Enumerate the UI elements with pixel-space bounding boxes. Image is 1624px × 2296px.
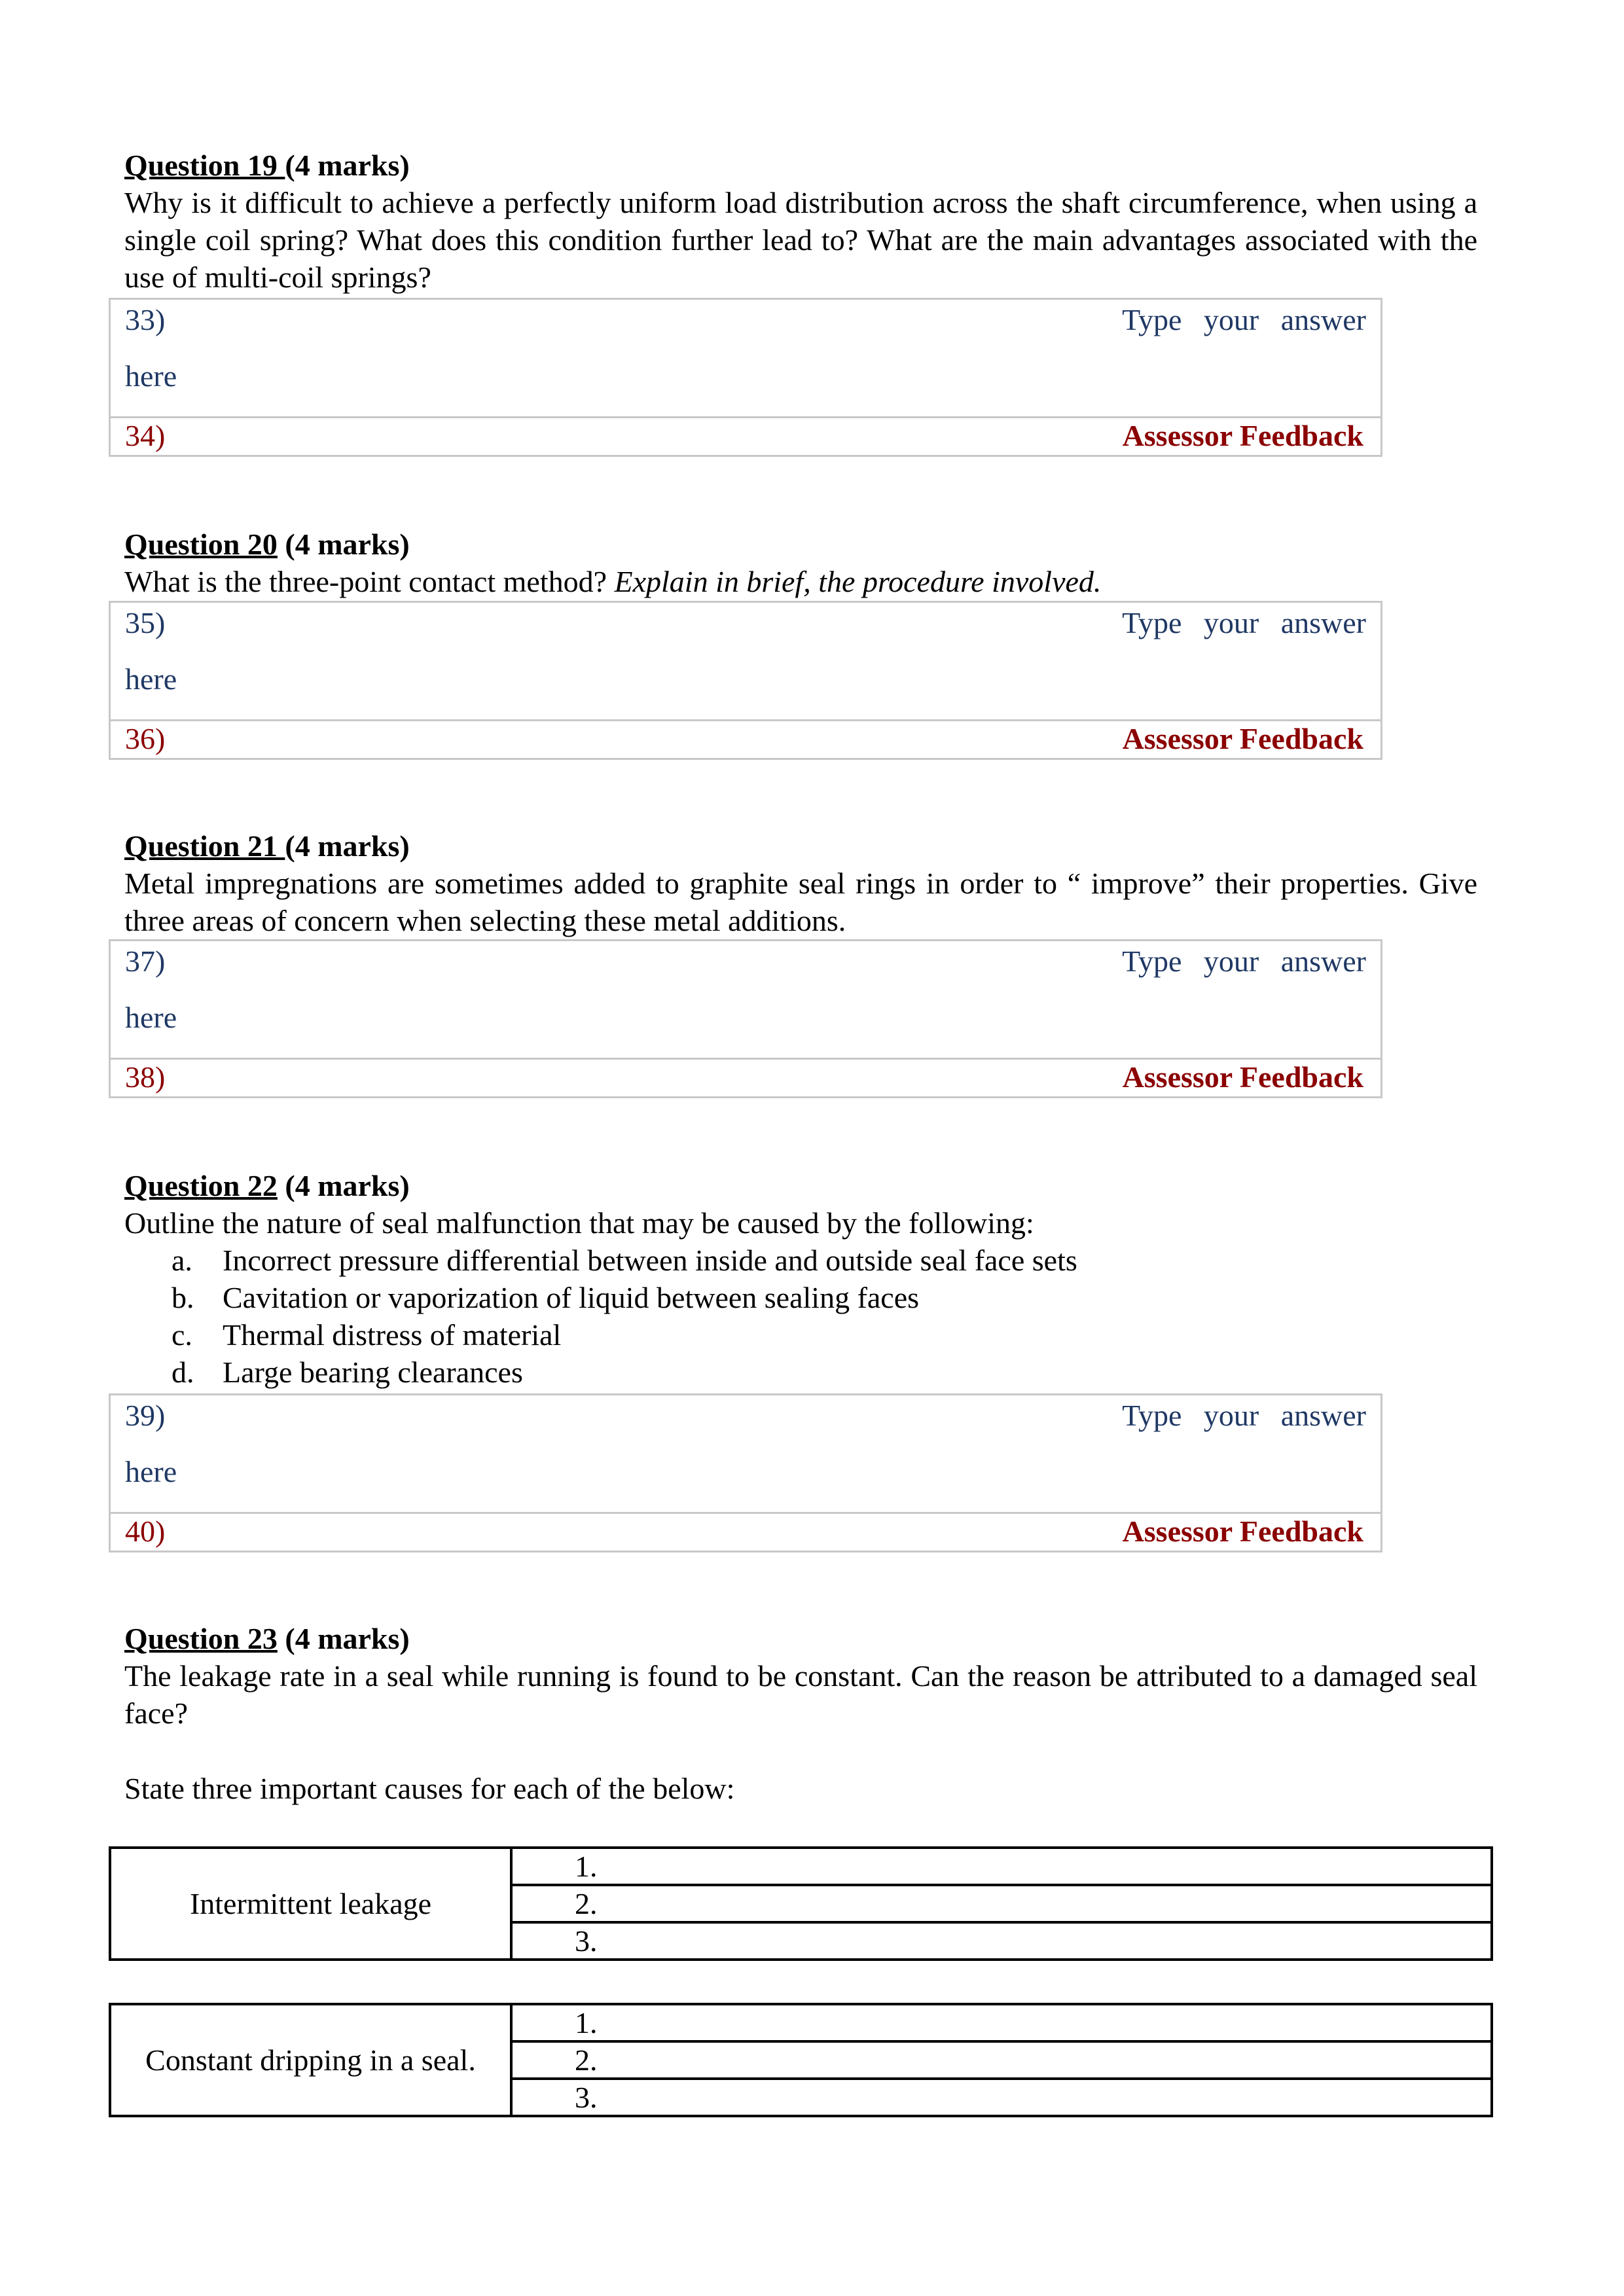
answer-placeholder-cont: here	[125, 1001, 177, 1034]
list-item: b. Cavitation or vaporization of liquid between sealing faces	[171, 1281, 920, 1314]
answer-box-21	[109, 939, 1382, 1098]
feedback-field[interactable]	[111, 418, 1380, 455]
question-text: Why is it difficult to achieve a perfectly uniform load distribution across the shaft circumference, when using a single coil spring? What does this condition further lead to? What are the main advantages associated with the use of multi-coil springs?	[124, 186, 1477, 294]
question-text: The leakage rate in a seal while running is found to be constant. Can the reason be attributed to a damaged seal face?	[124, 1659, 1477, 1730]
answer-cell[interactable]: 2.	[511, 1885, 1492, 1922]
answer-number: 37)	[125, 944, 166, 978]
answer-placeholder-cont: here	[125, 662, 177, 696]
causes-table-intermittent	[109, 1846, 1493, 1961]
feedback-number: 34)	[125, 419, 166, 452]
causes-table-constant-dripping	[109, 2003, 1493, 2117]
answer-box-22	[109, 1393, 1382, 1552]
answer-box-20	[109, 601, 1382, 760]
answer-placeholder-cont: here	[125, 359, 177, 393]
answer-field[interactable]	[111, 300, 1380, 418]
question-text: Metal impregnations are sometimes added to graphite seal rings in order to “ improve” their properties. Give three areas of concern when selecting these metal additions.	[124, 867, 1477, 937]
question-text: What is the three-point contact method? Explain in brief, the procedure involved.	[124, 565, 1102, 598]
question-heading: Question 22 (4 marks)	[124, 1169, 410, 1202]
answer-cell[interactable]: 3.	[511, 2079, 1492, 2116]
feedback-label: Assessor Feedback	[1122, 1060, 1363, 1094]
answer-placeholder: Type your answer	[1122, 1399, 1366, 1432]
answer-cell[interactable]: 3.	[511, 1922, 1492, 1960]
answer-cell[interactable]: 1.	[511, 1848, 1492, 1885]
feedback-number: 38)	[125, 1060, 166, 1094]
question-23	[124, 1620, 1477, 1807]
answer-placeholder: Type your answer	[1122, 606, 1366, 639]
question-21	[124, 827, 1477, 939]
question-20	[124, 526, 1477, 600]
feedback-label: Assessor Feedback	[1122, 722, 1363, 755]
answer-field[interactable]	[111, 941, 1380, 1060]
question-heading: Question 20 (4 marks)	[124, 528, 410, 561]
question-19	[124, 147, 1477, 296]
feedback-number: 36)	[125, 722, 166, 755]
feedback-field[interactable]	[111, 1060, 1380, 1096]
answer-number: 39)	[125, 1399, 166, 1432]
answer-number: 33)	[125, 303, 166, 336]
table-label: Constant dripping in a seal.	[110, 2004, 511, 2116]
question-text: Outline the nature of seal malfunction that may be caused by the following:	[124, 1206, 1034, 1240]
answer-placeholder: Type your answer	[1122, 944, 1366, 978]
answer-cell[interactable]: 2.	[511, 2041, 1492, 2079]
feedback-label: Assessor Feedback	[1122, 1515, 1363, 1548]
answer-number: 35)	[125, 606, 166, 639]
list-item: d. Large bearing clearances	[171, 1355, 523, 1389]
answer-field[interactable]	[111, 603, 1380, 721]
question-22	[124, 1167, 1477, 1391]
answer-placeholder-cont: here	[125, 1455, 177, 1488]
feedback-field[interactable]	[111, 721, 1380, 758]
list-item: a. Incorrect pressure differential between inside and outside seal face sets	[171, 1244, 1077, 1277]
feedback-field[interactable]	[111, 1514, 1380, 1551]
feedback-number: 40)	[125, 1515, 166, 1548]
table-label: Intermittent leakage	[110, 1848, 511, 1960]
question-heading: Question 23 (4 marks)	[124, 1622, 410, 1655]
feedback-label: Assessor Feedback	[1122, 419, 1363, 452]
answer-cell[interactable]: 1.	[511, 2004, 1492, 2041]
answer-field[interactable]	[111, 1395, 1380, 1514]
condition-list	[124, 1242, 1477, 1391]
question-heading: Question 19 (4 marks)	[124, 149, 410, 182]
list-item: c. Thermal distress of material	[171, 1318, 562, 1352]
question-heading: Question 21 (4 marks)	[124, 829, 410, 863]
answer-box-19	[109, 298, 1382, 457]
answer-placeholder: Type your answer	[1122, 303, 1366, 336]
question-instruction: State three important causes for each of the below:	[124, 1772, 735, 1805]
